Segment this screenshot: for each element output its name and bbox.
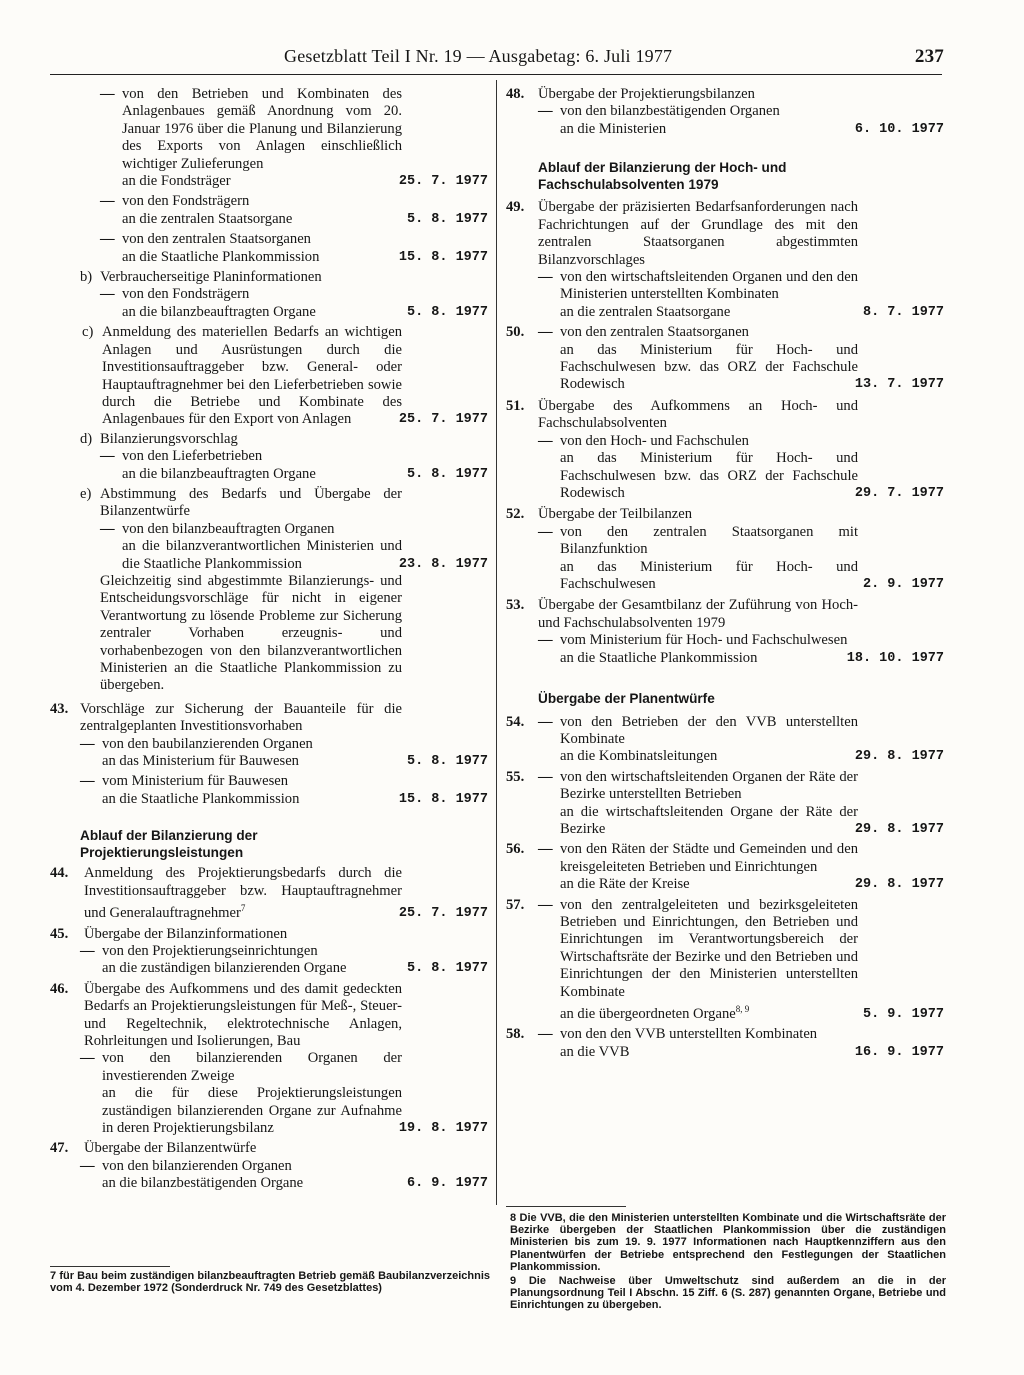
deadline-date: 6. 9. 1977 — [406, 1176, 488, 1192]
list-item: an die übergeordneten Organe$^{8, 9}$ 5. 9. 1977 — [560, 1004, 944, 1022]
deadline-date: 5. 8. 1977 — [406, 211, 488, 227]
list-item: 52. Übergabe der Teilbilanzen — [506, 506, 693, 523]
list-item: 51. Übergabe des Aufkommens an Hoch- und Fachschulabsolventen — [506, 397, 858, 432]
list-item: 47. Übergabe der Bilanzentwürfe — [50, 1140, 257, 1157]
list-item: 46. Übergabe des Aufkommens und des damit gedeckten Bedarfs an Projektierungsleistungen für Meß-, Steuer- und Regeltechnik, elektrotechnische Anlagen, Rohrleitungen und Isolierungen, Bau — [50, 980, 402, 1049]
deadline-date: 19. 8. 1977 — [398, 1120, 488, 1136]
section-heading: Ablauf der Bilanzierung der Projektierungsleistungen — [80, 828, 258, 860]
list-item: — von den zentralen Staatsorganen mit Bilanzfunktion — [538, 523, 858, 558]
list-item: — vom Ministerium für Bauwesen — [80, 773, 289, 790]
list-item: b) Verbraucherseitige Planinformationen — [80, 269, 322, 286]
deadline-date: 18. 10. 1977 — [846, 650, 944, 666]
footnote-rule — [50, 1266, 170, 1267]
list-item: an die bilanzbestätigenden Organe 6. 9. 1977 — [102, 1175, 488, 1192]
list-item: c) Anmeldung des materiellen Bedarfs an wichtigen Anlagen und Ausrüstungen durch die Investitionsauftraggeber bzw. General- oder Hauptauftragnehmer bei den Lieferbetrieben sowie durch die Betriebe und Kombinate des Anlagenbaues für den Export von Anlagen 25. 7. 1977 — [82, 324, 488, 428]
paragraph: Gleichzeitig sind abgestimmte Bilanzierungs- und Entscheidungsvorschläge für nicht in eigener Verantwortung zu lösende Probleme zur Sicherung zentraler Vorhaben erzeugnis- und vorhabenbezogen von den bilanzverantwortlichen Ministerien an die Staatliche Plankommission zu übergeben. — [100, 572, 402, 694]
list-item: — von den bilanzierenden Organen der investierenden Zweige — [80, 1050, 402, 1084]
deadline-date: 2. 9. 1977 — [862, 576, 944, 592]
list-item: — von den zentralen Staatsorganen — [100, 231, 311, 248]
deadline-date: 5. 8. 1977 — [406, 466, 488, 482]
right-column — [506, 86, 946, 1061]
deadline-date: 5. 8. 1977 — [406, 754, 488, 770]
list-item: — von den baubilanzierenden Organen — [80, 735, 313, 752]
deadline-date: 29. 8. 1977 — [854, 822, 944, 837]
list-item: — von den Projektierungseinrichtungen — [80, 942, 318, 959]
list-item: 56. — von den Räten der Städte und Gemeinden und den kreisgeleiteten Betrieben und Einrichtungen — [506, 841, 858, 875]
list-item: an das Ministerium für Hoch- und Fachschulwesen 2. 9. 1977 — [560, 558, 944, 592]
footnote-9: 9 Die Nachweise über Umweltschutz sind außerdem an die in der Planungsordnung Teil I Abschn. 15 Ziff. 6 (S. 287) genannten Organe, Betriebe und Einrichtungen zu übergeben. — [510, 1275, 946, 1312]
list-item: an das Ministerium für Hoch- und Fachschulwesen bzw. das ORZ der Fachschule Rodewisch 29. 7. 1977 — [560, 450, 944, 501]
list-item: an die Fondsträger 25. 7. 1977 — [122, 173, 488, 190]
deadline-date: 5. 8. 1977 — [406, 304, 488, 320]
list-item: — von den wirtschaftsleitenden Organen und den den Ministerien unterstellten Kombinaten — [538, 269, 858, 303]
list-item: d) Bilanzierungsvorschlag — [80, 430, 238, 447]
list-item: 44. Anmeldung des Projektierungsbedarfs durch die Investitionsauftraggeber bzw. Hauptauftragnehmer und Generalauftragnehmer$^7$ 25. 7. 1977 — [50, 865, 488, 922]
list-item: 50. — von den zentralen Staatsorganen — [506, 324, 749, 341]
list-item: — von den Betrieben und Kombinaten des Anlagenbaues gemäß Anordnung vom 20. Januar 1976 über die Planung und Bilanzierung des Exports von Anlagen einschließlich wichtiger Zulieferungen — [100, 86, 402, 172]
left-column — [50, 86, 490, 1193]
list-item: an die Räte der Kreise 29. 8. 1977 — [560, 876, 944, 893]
list-item: an die für diese Projektierungsleistungen zuständigen bilanzierenden Organe zur Aufnahme in deren Projektierungsbilanz 19. 8. 1977 — [102, 1085, 488, 1136]
deadline-date: 25. 7. 1977 — [398, 174, 488, 190]
header-rule — [50, 74, 942, 75]
deadline-date: 25. 7. 1977 — [398, 906, 488, 922]
list-item: 53. Übergabe der Gesamtbilanz der Zuführung von Hoch- und Fachschulabsolventen 1979 — [506, 597, 858, 631]
list-item: — von den Lieferbetrieben — [100, 448, 263, 465]
list-item: — von den bilanzbeauftragten Organen — [100, 520, 335, 537]
list-item: 48. Übergabe der Projektierungsbilanzen — [506, 86, 755, 102]
list-item: an die bilanzverantwortlichen Ministerien und die Staatliche Plankommission 23. 8. 1977 — [122, 538, 488, 572]
list-item: an die Kombinatsleitungen 29. 8. 1977 — [560, 748, 944, 765]
deadline-date: 5. 9. 1977 — [862, 1006, 944, 1022]
list-item: an die bilanzbeauftragten Organe 5. 8. 1977 — [122, 465, 488, 482]
list-item: 43. Vorschläge zur Sicherung der Bauanteile für die zentralgeplanten Investitionsvorhaben — [50, 700, 402, 735]
footnote-rule — [506, 1206, 626, 1207]
list-item: an die Staatliche Plankommission 18. 10. 1977 — [560, 649, 944, 666]
page-header — [284, 46, 944, 72]
list-item: — vom Ministerium für Hoch- und Fachschulwesen — [538, 632, 848, 649]
deadline-date: 15. 8. 1977 — [398, 791, 488, 807]
list-item: — von den Fondsträgern — [100, 286, 250, 303]
deadline-date: 29. 7. 1977 — [854, 485, 944, 501]
list-item: an die Staatliche Plankommission 15. 8. 1977 — [102, 790, 488, 807]
list-item: 45. Übergabe der Bilanzinformationen — [50, 925, 288, 942]
list-item: an die wirtschaftsleitenden Organe der Räte der Bezirke 29. 8. 1977 — [560, 803, 944, 837]
list-item: 58. — von den den VVB unterstellten Kombinaten — [506, 1026, 818, 1043]
list-item: — von den bilanzbestätigenden Organen — [538, 103, 780, 120]
deadline-date: 5. 8. 1977 — [406, 961, 488, 977]
list-item: 49. Übergabe der präzisierten Bedarfsanforderungen nach Fachrichtungen auf der Grundlage des mit den zentralen Staatsorganen abgestimmten Bilanzvorschlages — [506, 199, 858, 268]
deadline-date: 8. 7. 1977 — [862, 304, 944, 320]
footnotes-8-9 — [510, 1212, 946, 1312]
list-item: an die VVB 16. 9. 1977 — [560, 1043, 944, 1060]
deadline-date: 6. 10. 1977 — [854, 121, 944, 137]
footnote-8: 8 Die VVB, die den Ministerien unterstellten Kombinate und die Wirtschaftsräte der Bezirke übergeben der Staatlichen Plankommission über die zuständigen Ministerien bis zum 19. 9. 1977 Informationen nach Hauptkennziffern aus den Planentwürfen der Betriebe entsprechend den Festlegungen der Staatlichen Plankommission. — [510, 1212, 946, 1273]
list-item: e) Abstimmung des Bedarfs und Übergabe der Bilanzentwürfe — [80, 485, 402, 520]
section-heading: Übergabe der Planentwürfe — [538, 690, 715, 706]
deadline-date: 23. 8. 1977 — [398, 556, 488, 572]
list-item: — von den Fondsträgern — [100, 193, 250, 210]
list-item: — von den bilanzierenden Organen — [80, 1157, 292, 1174]
list-item: — von den Hoch- und Fachschulen — [538, 432, 749, 449]
footnote-7: 7 für Bau beim zuständigen bilanzbeauftragten Betrieb gemäß Baubilanzverzeichnis vom 4. Dezember 1972 (Sonderdruck Nr. 749 des Gesetzblattes) — [50, 1270, 490, 1295]
list-item: 57. — von den zentralgeleiteten und bezirksgeleiteten Betrieben und Einrichtungen, den Betrieben und Einrichtungen im Verantwortungsbereich der Wirtschaftsräte der Bezirke und den Betrieben und Einrichtungen der den Ministerien unterstellten Kombinate — [506, 896, 858, 1000]
section-heading: Ablauf der Bilanzierung der Hoch- und Fachschulabsolventen 1979 — [538, 160, 787, 192]
list-item: an das Ministerium für Hoch- und Fachschulwesen bzw. das ORZ der Fachschule Rodewisch 13. 7. 1977 — [560, 341, 944, 393]
list-item: an die zentralen Staatsorgane 8. 7. 1977 — [560, 303, 944, 320]
list-item: an die Ministerien 6. 10. 1977 — [560, 120, 944, 137]
list-item: 54. — von den Betrieben der den VVB unterstellten Kombinate — [506, 713, 858, 747]
list-item: 55. — von den wirtschaftsleitenden Organen der Räte der Bezirke unterstellten Betrieben — [506, 768, 858, 803]
deadline-date: 16. 9. 1977 — [854, 1044, 944, 1060]
column-divider — [496, 80, 497, 1205]
page-number: 237 — [914, 46, 944, 67]
list-item: an die Staatliche Plankommission 15. 8. 1977 — [122, 248, 488, 265]
list-item: an die zentralen Staatsorgane 5. 8. 1977 — [122, 210, 488, 227]
list-item: an das Ministerium für Bauwesen 5. 8. 1977 — [102, 753, 488, 770]
deadline-date: 15. 8. 1977 — [398, 249, 488, 265]
deadline-date: 13. 7. 1977 — [854, 377, 944, 393]
deadline-date: 29. 8. 1977 — [854, 877, 944, 893]
list-item: an die bilanzbeauftragten Organe 5. 8. 1977 — [122, 303, 488, 320]
header-title: Gesetzblatt Teil I Nr. 19 — Ausgabetag: 6. Juli 1977 — [284, 46, 673, 66]
list-item: an die zuständigen bilanzierenden Organe 5. 8. 1977 — [102, 960, 488, 977]
deadline-date: 29. 8. 1977 — [854, 749, 944, 765]
deadline-date: 25. 7. 1977 — [398, 412, 488, 428]
